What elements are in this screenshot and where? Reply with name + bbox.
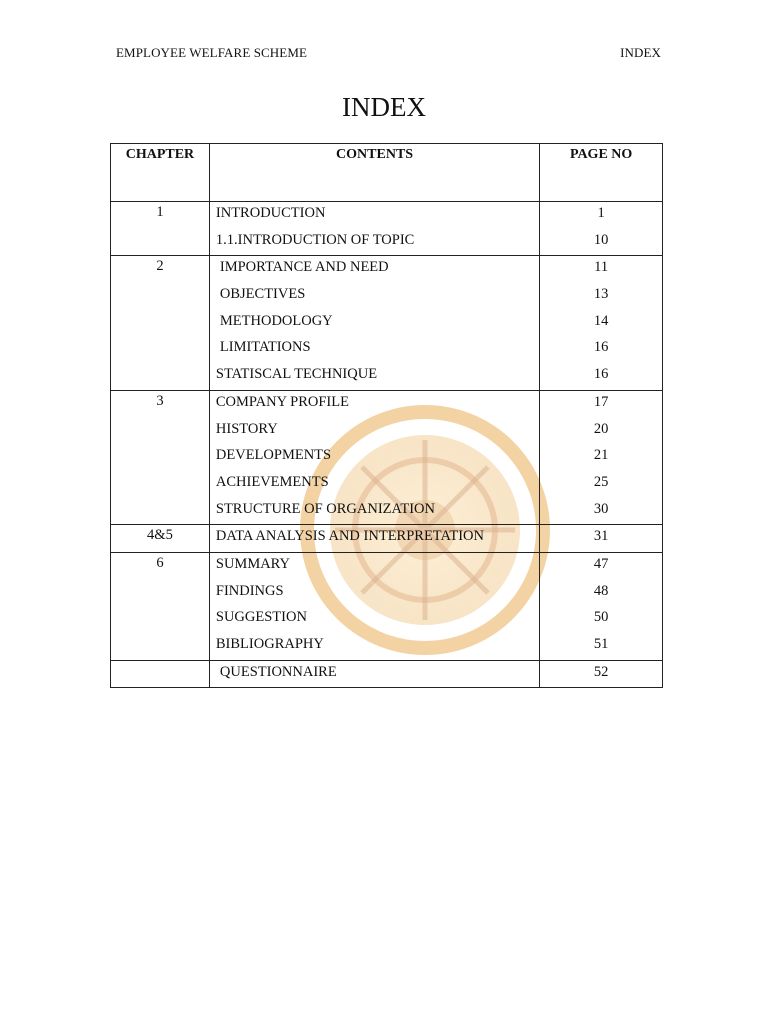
content-item-title: OBJECTIVES [219, 286, 306, 303]
content-item-page: 16 [593, 339, 609, 356]
table-row [111, 202, 663, 256]
content-item-page: 13 [593, 286, 609, 303]
page-no-cell [540, 552, 663, 660]
content-item-page: 48 [593, 582, 609, 599]
table-row [111, 660, 663, 688]
content-item-page: 14 [593, 312, 609, 329]
content-item-title: DEVELOPMENTS [215, 447, 332, 464]
content-item-title: HISTORY [215, 420, 278, 437]
page-no-cell [540, 202, 663, 256]
content-item-page: 31 [593, 528, 609, 545]
page-no-cell [540, 525, 663, 553]
content-item-page: 47 [593, 555, 609, 572]
chapter-cell: 2 [111, 256, 210, 390]
content-item-page: 17 [593, 393, 609, 410]
content-item-page: 16 [593, 366, 609, 383]
chapter-cell [111, 660, 210, 688]
contents-cell [209, 390, 539, 524]
header-left-text: EMPLOYEE WELFARE SCHEME [116, 45, 308, 60]
table-row [111, 552, 663, 660]
content-item-page: 52 [593, 663, 609, 680]
table-row [111, 390, 663, 524]
page-no-cell [540, 660, 663, 688]
table-row [111, 256, 663, 390]
column-header-page-no: PAGE NO [540, 144, 663, 202]
page-no-cell [540, 256, 663, 390]
content-item-title: ACHIEVEMENTS [215, 473, 329, 490]
content-item-title: STATISCAL TECHNIQUE [215, 366, 378, 383]
column-header-chapter: CHAPTER [111, 144, 210, 202]
content-item-title: IMPORTANCE AND NEED [219, 259, 389, 276]
content-item-title: SUGGESTION [215, 609, 307, 626]
content-item-page: 25 [593, 473, 609, 490]
content-item-title: METHODOLOGY [219, 312, 333, 329]
content-item-page: 11 [594, 259, 609, 276]
content-item-title: 1.1.INTRODUCTION OF TOPIC [215, 231, 415, 248]
index-table [110, 143, 663, 688]
content-item-title: FINDINGS [215, 582, 284, 599]
content-item-title: SUMMARY [215, 555, 291, 572]
content-item-title: BIBLIOGRAPHY [215, 636, 324, 652]
content-item-title: INTRODUCTION [215, 205, 326, 221]
table-row [111, 525, 663, 553]
contents-cell [209, 552, 539, 660]
header-right-text: INDEX [620, 45, 661, 60]
content-item-page: 30 [593, 500, 609, 517]
contents-cell [209, 202, 539, 256]
contents-cell [209, 525, 539, 553]
page-no-cell [540, 390, 663, 524]
content-item-title: COMPANY PROFILE [215, 393, 349, 410]
chapter-cell: 3 [111, 390, 210, 524]
page-title: INDEX [342, 92, 426, 122]
chapter-cell: 1 [111, 202, 210, 256]
content-item-page: 1 [597, 205, 605, 221]
chapter-cell: 4&5 [111, 525, 210, 553]
content-item-page: 50 [593, 609, 609, 626]
chapter-cell: 6 [111, 552, 210, 660]
table-header-row [111, 144, 663, 202]
content-item-title: LIMITATIONS [219, 339, 311, 356]
contents-cell [209, 660, 539, 688]
content-item-page: 10 [593, 231, 609, 248]
column-header-contents: CONTENTS [209, 144, 539, 202]
content-item-title: QUESTIONNAIRE [219, 663, 337, 680]
content-item-title: DATA ANALYSIS AND INTERPRETATION [215, 528, 484, 545]
contents-cell [209, 256, 539, 390]
content-item-page: 20 [593, 420, 609, 437]
content-item-page: 21 [593, 447, 609, 464]
content-item-title: STRUCTURE OF ORGANIZATION [215, 500, 436, 517]
content-item-page: 51 [593, 636, 609, 652]
